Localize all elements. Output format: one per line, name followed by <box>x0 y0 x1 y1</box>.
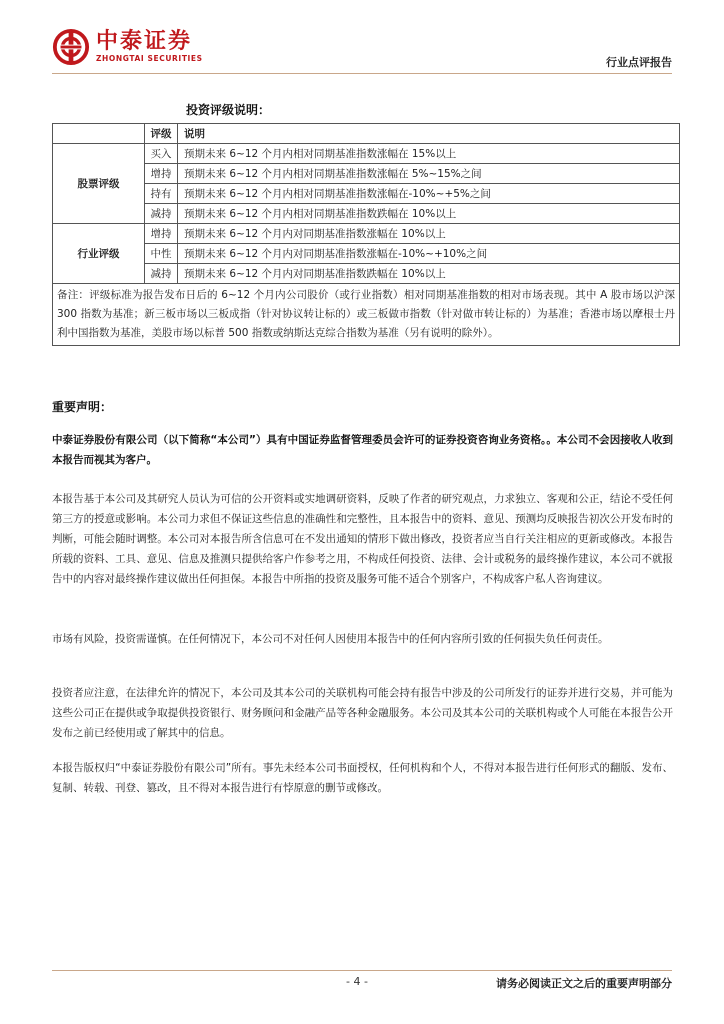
header-divider <box>52 73 672 74</box>
industry-rating-label: 行业评级 <box>53 224 145 284</box>
rating-desc: 预期未来 6~12 个月内相对同期基准指数跌幅在 10%以上 <box>178 204 680 224</box>
footer-note: 请务必阅读正文之后的重要声明部分 <box>496 977 672 990</box>
table-row <box>53 144 680 164</box>
page-number: - 4 - <box>346 975 368 988</box>
table-header-row <box>53 124 680 144</box>
col-level-header: 评级 <box>145 124 178 144</box>
disclaimer-paragraph: 市场有风险，投资需谨慎。在任何情况下，本公司不对任何人因使用本报告中的任何内容所引致的任何损失负任何责任。 <box>52 633 609 645</box>
page-header <box>0 0 724 80</box>
rating-level: 持有 <box>145 184 178 204</box>
logo-en-text: ZHONGTAI SECURITIES <box>96 54 203 63</box>
license-statement: 中泰证券股份有限公司（以下简称“本公司”）具有中国证券监督管理委员会许可的证券投资咨询业务资格。。本公司不会因接收人收到本报告而视其为客户。 <box>52 434 673 466</box>
rating-level: 买入 <box>145 144 178 164</box>
company-logo <box>52 28 203 66</box>
table-row <box>53 244 680 264</box>
rating-desc: 预期未来 6~12 个月内对同期基准指数涨幅在 10%以上 <box>178 224 680 244</box>
disclaimer-title: 重要声明： <box>52 400 113 414</box>
disclaimer-paragraph: 投资者应注意，在法律允许的情况下，本公司及其本公司的关联机构可能会持有报告中涉及的公司所发行的证券并进行交易，并可能为这些公司正在提供或争取提供投资银行、财务顾问和金融产品等各种金融服务。本公司及其本公司的关联机构或个人可能在本报告公开发布之前已经使用或了解其中的信息。 <box>52 687 673 739</box>
stock-rating-label: 股票评级 <box>53 144 145 224</box>
table-row <box>53 164 680 184</box>
footer-divider <box>52 970 672 971</box>
table-note-row <box>53 284 680 346</box>
disclaimer-paragraph: 本报告基于本公司及其研究人员认为可信的公开资料或实地调研资料，反映了作者的研究观点，力求独立、客观和公正，结论不受任何第三方的授意或影响。本公司力求但不保证这些信息的准确性和完整性，且本报告中的资料、意见、预测均反映报告初次公开发布时的判断，可能会随时调整。本公司对本报告所含信息可在不发出通知的情形下做出修改，投资者应当自行关注相应的更新或修改。本报告所载的资料、工具、意见、信息及推测只提供给客户作参考之用，不构成任何投资、法律、会计或税务的最终操作建议，本公司不就报告中的内容对最终操作建议做出任何担保。本报告中所指的投资及服务可能不适合个别客户，不构成客户私人咨询建议。 <box>52 493 673 585</box>
rating-desc: 预期未来 6~12 个月内对同期基准指数涨幅在-10%~+10%之间 <box>178 244 680 264</box>
rating-level: 中性 <box>145 244 178 264</box>
rating-desc: 预期未来 6~12 个月内对同期基准指数跌幅在 10%以上 <box>178 264 680 284</box>
rating-level: 减持 <box>145 264 178 284</box>
rating-note: 备注：评级标准为报告发布日后的 6~12 个月内公司股价（或行业指数）相对同期基准指数的相对市场表现。其中 A 股市场以沪深 300 指数为基准；新三板市场以三板成指（针对协议转让标的）或三板做市指数（针对做市转让标的）为基准；香港市场以摩根士丹利中国指数为基准，美股市场以标普 500 指数或纳斯达克综合指数为基准（另有说明的除外）。 <box>53 284 680 346</box>
table-row <box>53 224 680 244</box>
rating-desc: 预期未来 6~12 个月内相对同期基准指数涨幅在 5%~15%之间 <box>178 164 680 184</box>
rating-section-title: 投资评级说明： <box>186 103 271 117</box>
rating-level: 增持 <box>145 224 178 244</box>
table-row <box>53 184 680 204</box>
table-row <box>53 264 680 284</box>
rating-table <box>52 123 680 346</box>
rating-desc: 预期未来 6~12 个月内相对同期基准指数涨幅在-10%~+5%之间 <box>178 184 680 204</box>
report-type: 行业点评报告 <box>606 56 672 69</box>
disclaimer-paragraph: 本报告版权归“中泰证券股份有限公司”所有。事先未经本公司书面授权，任何机构和个人，不得对本报告进行任何形式的翻版、发布、复制、转载、刊登、篡改，且不得对本报告进行有悖原意的删节或修改。 <box>52 762 673 794</box>
table-row <box>53 204 680 224</box>
col-desc-header: 说明 <box>178 124 680 144</box>
rating-level: 增持 <box>145 164 178 184</box>
rating-level: 减持 <box>145 204 178 224</box>
logo-cn-text: 中泰证券 <box>96 29 193 54</box>
zhongtai-logo-icon <box>52 28 90 66</box>
rating-desc: 预期未来 6~12 个月内相对同期基准指数涨幅在 15%以上 <box>178 144 680 164</box>
table-corner-cell <box>53 124 145 144</box>
